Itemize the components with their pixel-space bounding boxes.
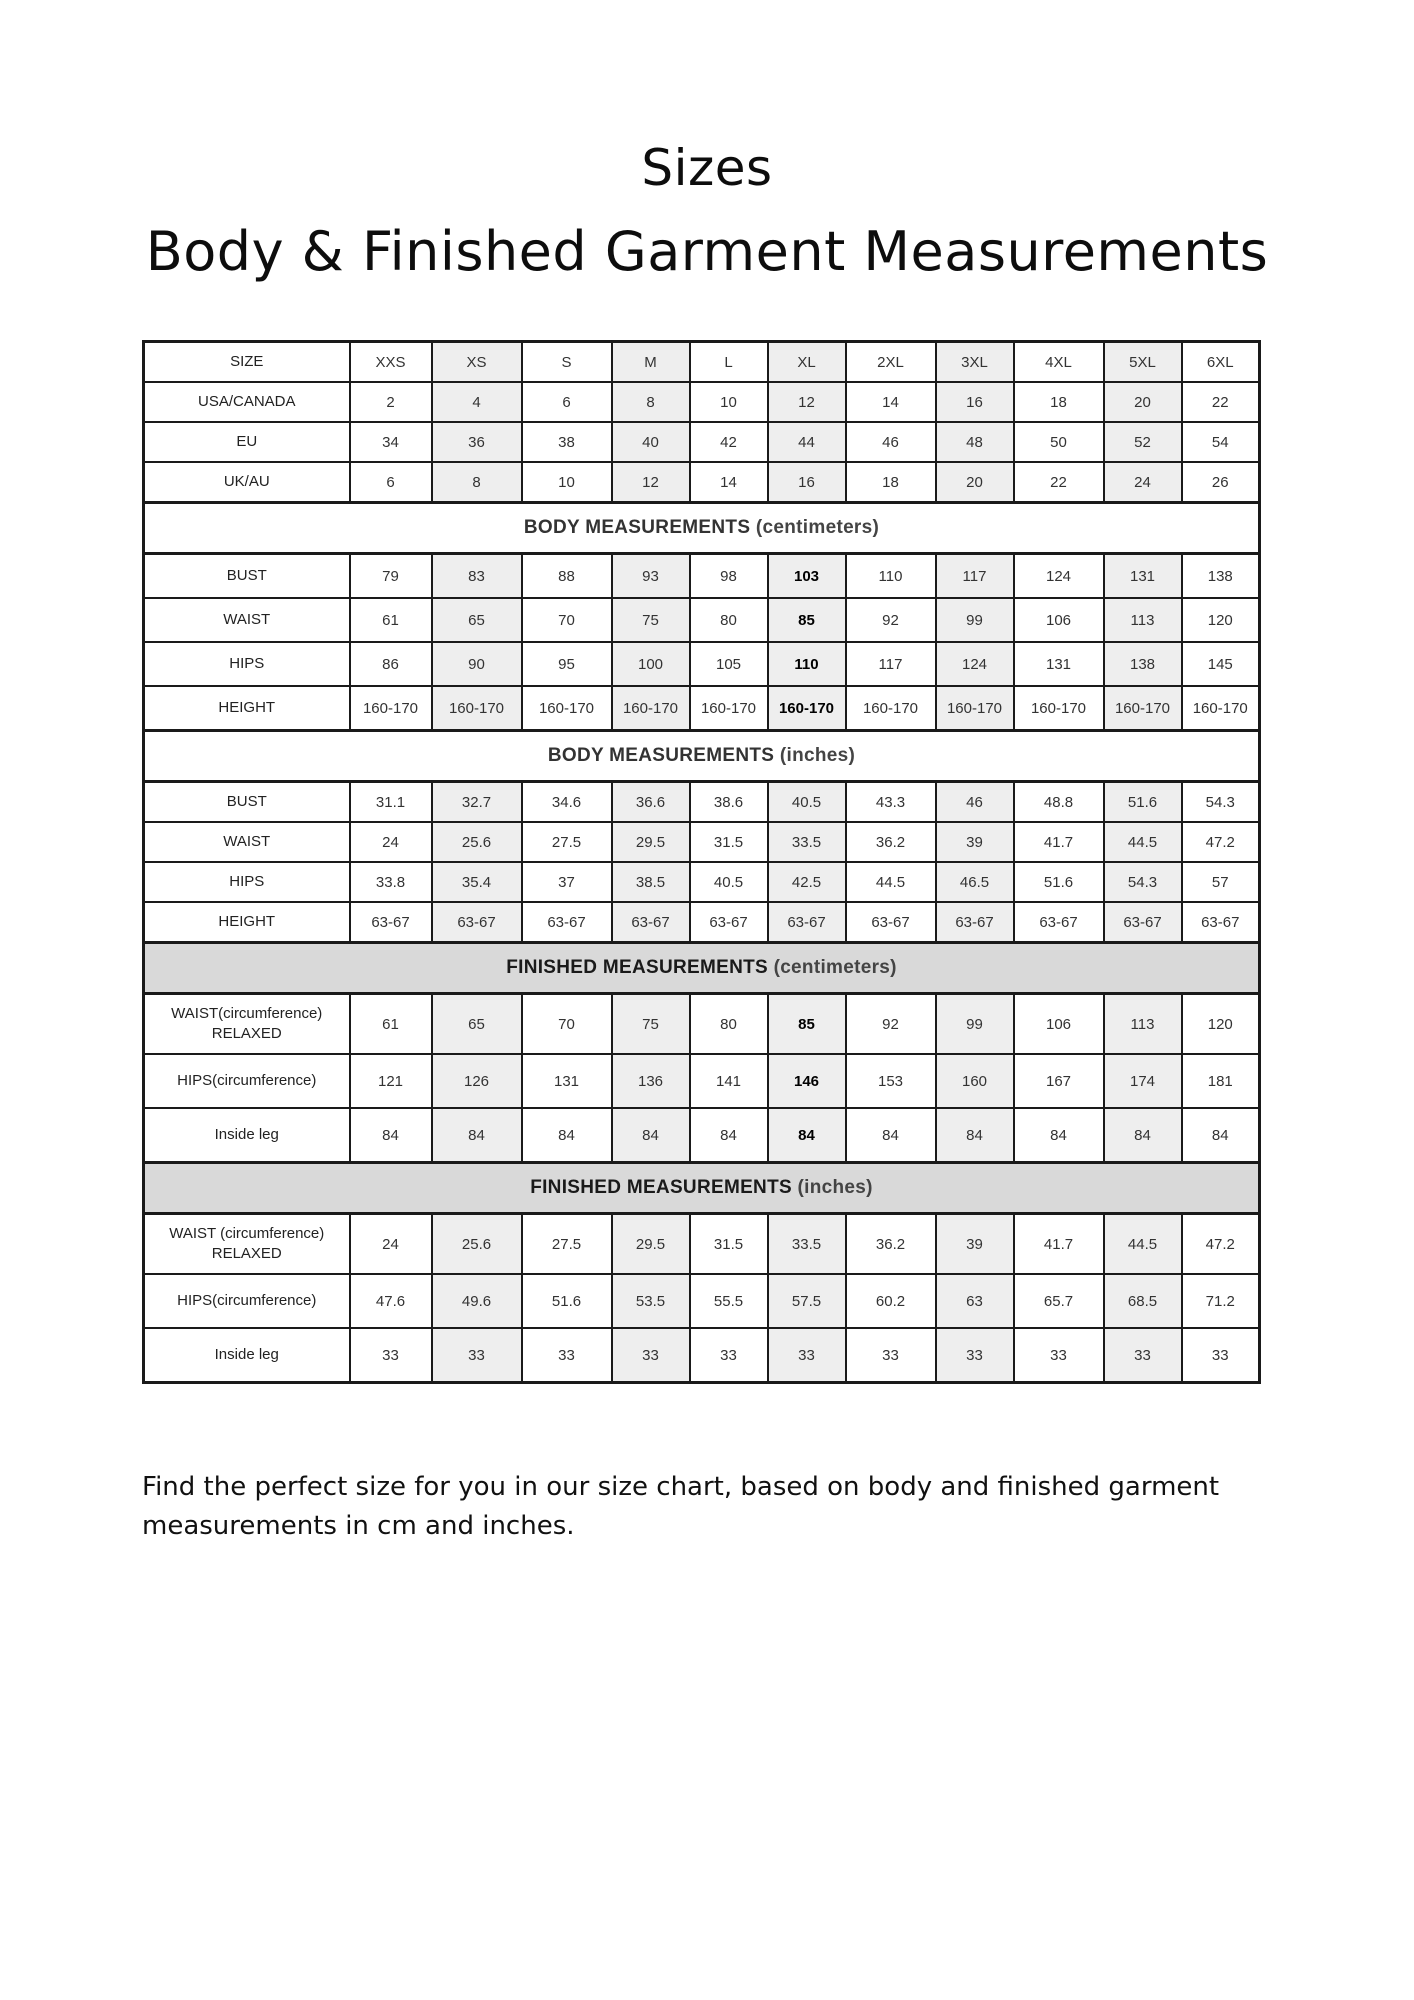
table-cell: XS (432, 342, 522, 383)
table-cell: 98 (690, 554, 768, 599)
table-cell: 50 (1014, 422, 1104, 462)
table-cell: 84 (768, 1108, 846, 1163)
table-cell: 43.3 (846, 782, 936, 823)
table-row (144, 686, 1260, 731)
table-cell: 2 (350, 382, 432, 422)
table-cell: 120 (1182, 994, 1260, 1055)
table-cell: 38 (522, 422, 612, 462)
table-cell: 36.2 (846, 822, 936, 862)
table-cell: 27.5 (522, 822, 612, 862)
table-cell: 10 (690, 382, 768, 422)
table-cell: 160-170 (690, 686, 768, 731)
table-cell: 2XL (846, 342, 936, 383)
row-label: WAIST (144, 598, 350, 642)
table-cell: 46 (936, 782, 1014, 823)
table-cell: 65 (432, 598, 522, 642)
table-cell: 63-67 (936, 902, 1014, 943)
table-cell: 92 (846, 994, 936, 1055)
section-heading-unit: (inches) (797, 1177, 873, 1198)
table-cell: 68.5 (1104, 1274, 1182, 1328)
table-cell: 12 (768, 382, 846, 422)
table-cell: 110 (846, 554, 936, 599)
table-cell: 14 (846, 382, 936, 422)
table-cell: 33 (612, 1328, 690, 1383)
table-cell: 33.5 (768, 822, 846, 862)
table-cell: 42.5 (768, 862, 846, 902)
table-cell: 42 (690, 422, 768, 462)
table-cell: 160-170 (768, 686, 846, 731)
table-cell: 160-170 (936, 686, 1014, 731)
table-cell: 33 (936, 1328, 1014, 1383)
table-cell: 85 (768, 598, 846, 642)
table-cell: 70 (522, 598, 612, 642)
size-chart-table (142, 340, 1261, 1384)
table-row (144, 342, 1260, 383)
table-cell: 40 (612, 422, 690, 462)
row-label: HIPS (144, 642, 350, 686)
table-cell: 54 (1182, 422, 1260, 462)
table-cell: 6XL (1182, 342, 1260, 383)
table-cell: 160-170 (1104, 686, 1182, 731)
table-cell: 136 (612, 1054, 690, 1108)
section-heading-unit: (centimeters) (755, 517, 880, 538)
section-header-row (144, 503, 1260, 554)
row-label: WAIST (144, 822, 350, 862)
section-heading (144, 1163, 1260, 1214)
table-cell: 38.6 (690, 782, 768, 823)
size-chart-body (144, 342, 1260, 1383)
table-cell: 24 (350, 1214, 432, 1275)
table-row (144, 782, 1260, 823)
table-cell: 5XL (1104, 342, 1182, 383)
table-cell: 31.5 (690, 1214, 768, 1275)
row-label: USA/CANADA (144, 382, 350, 422)
table-cell: 80 (690, 598, 768, 642)
table-cell: 40.5 (690, 862, 768, 902)
table-cell: 90 (432, 642, 522, 686)
table-cell: 33 (1182, 1328, 1260, 1383)
table-cell: 6 (522, 382, 612, 422)
table-cell: 160-170 (350, 686, 432, 731)
table-cell: 3XL (936, 342, 1014, 383)
table-cell: 10 (522, 462, 612, 503)
table-cell: 34 (350, 422, 432, 462)
table-cell: 79 (350, 554, 432, 599)
table-cell: 86 (350, 642, 432, 686)
table-row (144, 598, 1260, 642)
table-cell: 61 (350, 994, 432, 1055)
table-cell: 146 (768, 1054, 846, 1108)
table-cell: 65 (432, 994, 522, 1055)
table-cell: 32.7 (432, 782, 522, 823)
table-cell: 84 (432, 1108, 522, 1163)
table-cell: L (690, 342, 768, 383)
table-cell: 18 (846, 462, 936, 503)
table-cell: 84 (1104, 1108, 1182, 1163)
table-cell: 46 (846, 422, 936, 462)
table-cell: 153 (846, 1054, 936, 1108)
table-cell: 124 (1014, 554, 1104, 599)
table-cell: 33 (432, 1328, 522, 1383)
table-cell: 24 (1104, 462, 1182, 503)
table-cell: 29.5 (612, 1214, 690, 1275)
table-row (144, 994, 1260, 1055)
table-cell: 44.5 (1104, 1214, 1182, 1275)
table-cell: 47.2 (1182, 1214, 1260, 1275)
table-cell: 63-67 (350, 902, 432, 943)
row-label: HEIGHT (144, 686, 350, 731)
table-cell: 22 (1014, 462, 1104, 503)
section-header-row (144, 943, 1260, 994)
table-cell: 34.6 (522, 782, 612, 823)
table-cell: 60.2 (846, 1274, 936, 1328)
table-row (144, 642, 1260, 686)
table-row (144, 1108, 1260, 1163)
table-cell: 131 (522, 1054, 612, 1108)
row-label: WAIST (circumference) RELAXED (144, 1214, 350, 1275)
table-cell: 25.6 (432, 822, 522, 862)
table-cell: 63-67 (846, 902, 936, 943)
table-cell: 14 (690, 462, 768, 503)
table-cell: 41.7 (1014, 1214, 1104, 1275)
table-cell: 20 (936, 462, 1014, 503)
section-heading-unit: (inches) (779, 745, 856, 766)
table-cell: 25.6 (432, 1214, 522, 1275)
table-cell: 106 (1014, 994, 1104, 1055)
table-cell: 92 (846, 598, 936, 642)
table-cell: 75 (612, 598, 690, 642)
table-cell: 40.5 (768, 782, 846, 823)
table-row (144, 902, 1260, 943)
table-cell: 52 (1104, 422, 1182, 462)
table-cell: 16 (768, 462, 846, 503)
table-cell: 31.1 (350, 782, 432, 823)
size-chart-description: Find the perfect size for you in our size chart, based on body and finished garment measurements in cm and inches. (142, 1472, 1220, 1541)
table-cell: 33.8 (350, 862, 432, 902)
table-cell: 41.7 (1014, 822, 1104, 862)
table-cell: 160-170 (1014, 686, 1104, 731)
table-cell: XL (768, 342, 846, 383)
table-cell: 131 (1104, 554, 1182, 599)
table-cell: 53.5 (612, 1274, 690, 1328)
table-cell: 84 (936, 1108, 1014, 1163)
table-cell: 71.2 (1182, 1274, 1260, 1328)
table-cell: 6 (350, 462, 432, 503)
table-cell: 49.6 (432, 1274, 522, 1328)
table-cell: 63-67 (1014, 902, 1104, 943)
table-cell: 51.6 (1014, 862, 1104, 902)
table-cell: 121 (350, 1054, 432, 1108)
table-cell: 36 (432, 422, 522, 462)
table-cell: 20 (1104, 382, 1182, 422)
table-cell: 160-170 (846, 686, 936, 731)
table-cell: 120 (1182, 598, 1260, 642)
section-heading-text: FINISHED MEASUREMENTS (530, 1177, 792, 1198)
table-cell: 167 (1014, 1054, 1104, 1108)
table-cell: 99 (936, 994, 1014, 1055)
table-cell: 65.7 (1014, 1274, 1104, 1328)
row-label: WAIST(circumference) RELAXED (144, 994, 350, 1055)
table-cell: 37 (522, 862, 612, 902)
row-label: UK/AU (144, 462, 350, 503)
table-cell: 16 (936, 382, 1014, 422)
table-cell: 57 (1182, 862, 1260, 902)
row-label: EU (144, 422, 350, 462)
table-cell: 63-67 (522, 902, 612, 943)
table-cell: 48 (936, 422, 1014, 462)
table-cell: 110 (768, 642, 846, 686)
table-cell: 80 (690, 994, 768, 1055)
table-cell: 57.5 (768, 1274, 846, 1328)
table-cell: 113 (1104, 994, 1182, 1055)
row-label: SIZE (144, 342, 350, 383)
table-cell: 105 (690, 642, 768, 686)
table-cell: 113 (1104, 598, 1182, 642)
table-cell: 63-67 (612, 902, 690, 943)
table-cell: 117 (846, 642, 936, 686)
table-cell: 44.5 (846, 862, 936, 902)
table-cell: 160-170 (522, 686, 612, 731)
row-label: Inside leg (144, 1108, 350, 1163)
table-cell: 100 (612, 642, 690, 686)
table-cell: 75 (612, 994, 690, 1055)
table-cell: 84 (1014, 1108, 1104, 1163)
section-heading (144, 731, 1260, 782)
table-cell: 44.5 (1104, 822, 1182, 862)
table-cell: 84 (690, 1108, 768, 1163)
table-row (144, 862, 1260, 902)
table-cell: 103 (768, 554, 846, 599)
row-label: BUST (144, 554, 350, 599)
page-title: Sizes (641, 139, 773, 197)
table-cell: 51.6 (522, 1274, 612, 1328)
table-cell: 38.5 (612, 862, 690, 902)
table-cell: 160-170 (432, 686, 522, 731)
section-heading-text: FINISHED MEASUREMENTS (506, 957, 768, 978)
table-cell: 63-67 (690, 902, 768, 943)
table-cell: 36.2 (846, 1214, 936, 1275)
table-row (144, 1214, 1260, 1275)
table-cell: 84 (612, 1108, 690, 1163)
table-cell: 88 (522, 554, 612, 599)
table-cell: M (612, 342, 690, 383)
table-cell: 131 (1014, 642, 1104, 686)
section-header-row (144, 731, 1260, 782)
table-cell: 63 (936, 1274, 1014, 1328)
table-cell: 36.6 (612, 782, 690, 823)
table-cell: 141 (690, 1054, 768, 1108)
table-cell: 84 (522, 1108, 612, 1163)
table-cell: 181 (1182, 1054, 1260, 1108)
table-cell: 93 (612, 554, 690, 599)
table-cell: 138 (1182, 554, 1260, 599)
table-cell: S (522, 342, 612, 383)
row-label: BUST (144, 782, 350, 823)
row-label: Inside leg (144, 1328, 350, 1383)
table-cell: 4 (432, 382, 522, 422)
table-cell: 160-170 (612, 686, 690, 731)
table-cell: 33 (1014, 1328, 1104, 1383)
row-label: HIPS (144, 862, 350, 902)
table-cell: 85 (768, 994, 846, 1055)
table-cell: 55.5 (690, 1274, 768, 1328)
table-row (144, 382, 1260, 422)
table-row (144, 422, 1260, 462)
table-row (144, 822, 1260, 862)
table-cell: 31.5 (690, 822, 768, 862)
table-cell: 54.3 (1182, 782, 1260, 823)
table-cell: 160-170 (1182, 686, 1260, 731)
table-cell: XXS (350, 342, 432, 383)
table-cell: 160 (936, 1054, 1014, 1108)
table-cell: 63-67 (768, 902, 846, 943)
table-row (144, 1328, 1260, 1383)
table-row (144, 1054, 1260, 1108)
table-cell: 39 (936, 822, 1014, 862)
table-cell: 46.5 (936, 862, 1014, 902)
table-cell: 117 (936, 554, 1014, 599)
section-heading (144, 503, 1260, 554)
table-cell: 29.5 (612, 822, 690, 862)
table-cell: 63-67 (432, 902, 522, 943)
section-heading (144, 943, 1260, 994)
table-cell: 24 (350, 822, 432, 862)
table-cell: 63-67 (1104, 902, 1182, 943)
table-cell: 39 (936, 1214, 1014, 1275)
table-cell: 83 (432, 554, 522, 599)
table-cell: 84 (350, 1108, 432, 1163)
table-cell: 35.4 (432, 862, 522, 902)
section-heading-unit: (centimeters) (773, 957, 897, 978)
table-cell: 54.3 (1104, 862, 1182, 902)
table-row (144, 554, 1260, 599)
table-cell: 106 (1014, 598, 1104, 642)
table-cell: 63-67 (1182, 902, 1260, 943)
table-cell: 95 (522, 642, 612, 686)
table-cell: 4XL (1014, 342, 1104, 383)
table-cell: 138 (1104, 642, 1182, 686)
table-cell: 33 (690, 1328, 768, 1383)
table-cell: 44 (768, 422, 846, 462)
row-label: HEIGHT (144, 902, 350, 943)
table-cell: 48.8 (1014, 782, 1104, 823)
row-label: HIPS(circumference) (144, 1274, 350, 1328)
page-subtitle: Body & Finished Garment Measurements (145, 220, 1269, 283)
table-cell: 84 (1182, 1108, 1260, 1163)
table-cell: 33 (846, 1328, 936, 1383)
table-cell: 47.6 (350, 1274, 432, 1328)
table-cell: 33 (522, 1328, 612, 1383)
table-cell: 61 (350, 598, 432, 642)
table-cell: 27.5 (522, 1214, 612, 1275)
table-cell: 33.5 (768, 1214, 846, 1275)
table-cell: 126 (432, 1054, 522, 1108)
section-heading-text: BODY MEASUREMENTS (547, 745, 775, 766)
table-row (144, 1274, 1260, 1328)
section-header-row (144, 1163, 1260, 1214)
table-cell: 51.6 (1104, 782, 1182, 823)
table-cell: 33 (350, 1328, 432, 1383)
table-cell: 84 (846, 1108, 936, 1163)
table-cell: 18 (1014, 382, 1104, 422)
table-cell: 70 (522, 994, 612, 1055)
table-cell: 174 (1104, 1054, 1182, 1108)
table-cell: 12 (612, 462, 690, 503)
table-cell: 47.2 (1182, 822, 1260, 862)
table-cell: 8 (432, 462, 522, 503)
table-cell: 145 (1182, 642, 1260, 686)
table-cell: 26 (1182, 462, 1260, 503)
table-cell: 124 (936, 642, 1014, 686)
table-cell: 33 (1104, 1328, 1182, 1383)
row-label: HIPS(circumference) (144, 1054, 350, 1108)
table-cell: 33 (768, 1328, 846, 1383)
table-cell: 22 (1182, 382, 1260, 422)
table-cell: 99 (936, 598, 1014, 642)
section-heading-text: BODY MEASUREMENTS (523, 517, 751, 538)
table-cell: 8 (612, 382, 690, 422)
table-row (144, 462, 1260, 503)
